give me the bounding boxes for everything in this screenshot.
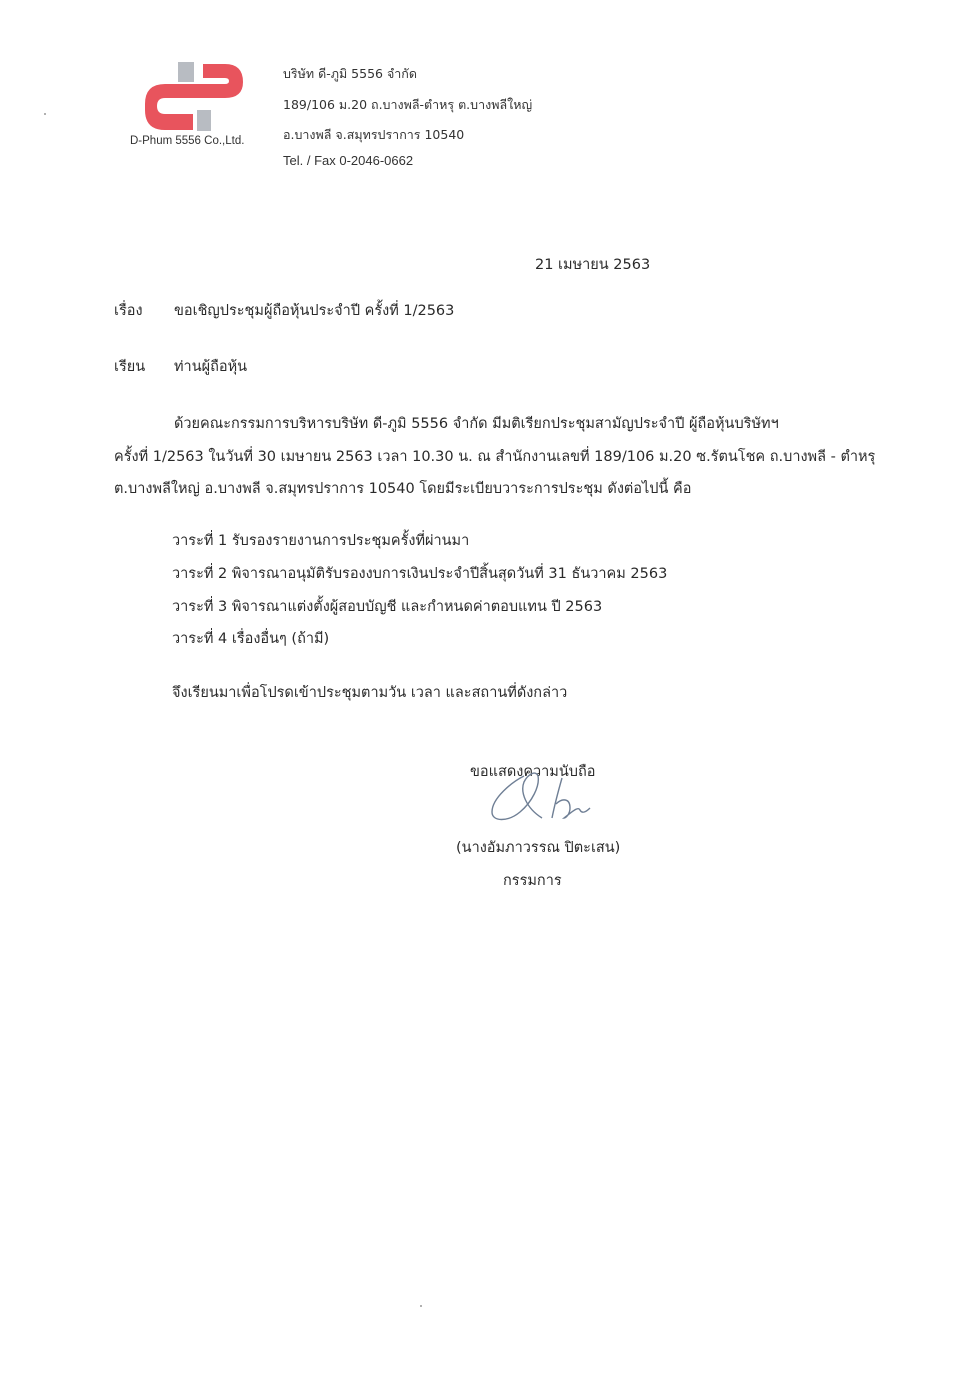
closing-sentence: จึงเรียนมาเพื่อโปรดเข้าประชุมตามวัน เวลา และสถานที่ดังกล่าว <box>172 685 568 701</box>
handwritten-signature <box>482 768 600 828</box>
scan-speck <box>44 113 46 115</box>
letter-date: 21 เมษายน 2563 <box>535 257 651 273</box>
company-name: บริษัท ดี-ภูมิ 5556 จำกัด <box>283 66 417 81</box>
logo-caption: D-Phum 5556 Co.,Ltd. <box>130 135 245 147</box>
scan-speck <box>420 1305 422 1307</box>
subject-label: เรื่อง <box>114 303 143 319</box>
salutation-label: เรียน <box>114 359 146 375</box>
salutation-text: ท่านผู้ถือหุ้น <box>174 359 248 375</box>
company-logo <box>143 60 245 135</box>
subject-text: ขอเชิญประชุมผู้ถือหุ้นประจำปี ครั้งที่ 1/2563 <box>174 303 455 319</box>
body-line: ครั้งที่ 1/2563 ในวันที่ 30 เมษายน 2563 เวลา 10.30 น. ณ สำนักงานเลขที่ 189/106 ม.20 ซ.รัตนโชค ถ.บางพลี - ตำหรุ <box>114 449 876 465</box>
signer-position: กรรมการ <box>503 873 562 889</box>
company-logo-mark <box>143 60 245 135</box>
agenda-item: วาระที่ 2 พิจารณาอนุมัติรับรองงบการเงินประจำปีสิ้นสุดวันที่ 31 ธันวาคม 2563 <box>172 566 668 582</box>
company-phone: Tel. / Fax 0-2046-0662 <box>283 153 414 168</box>
logo-gray-block-top <box>178 62 194 82</box>
agenda-item: วาระที่ 1 รับรองรายงานการประชุมครั้งที่ผ่านมา <box>172 533 470 549</box>
company-address-line2: อ.บางพลี จ.สมุทรปราการ 10540 <box>283 127 465 142</box>
body-line: ด้วยคณะกรรมการบริหารบริษัท ดี-ภูมิ 5556 จำกัด มีมติเรียกประชุมสามัญประจำปี ผู้ถือหุ้นบริษัทฯ <box>174 416 779 432</box>
body-line: ต.บางพลีใหญ่ อ.บางพลี จ.สมุทรปราการ 10540 โดยมีระเบียบวาระการประชุม ดังต่อไปนี้ คือ <box>114 481 692 497</box>
signer-name: (นางอัมภาวรรณ ปิตะเสน) <box>456 840 621 856</box>
agenda-item: วาระที่ 3 พิจารณาแต่งตั้งผู้สอบบัญชี และกำหนดค่าตอบแทน ปี 2563 <box>172 599 603 615</box>
agenda-item: วาระที่ 4 เรื่องอื่นๆ (ถ้ามี) <box>172 631 330 647</box>
logo-gray-block-bottom <box>197 110 211 131</box>
signature-strokes <box>482 768 600 828</box>
company-address-line1: 189/106 ม.20 ถ.บางพลี-ตำหรุ ต.บางพลีใหญ่ <box>283 97 533 112</box>
signature-stroke-2 <box>552 778 590 818</box>
regards-text: ขอแสดงความนับถือ <box>470 764 596 780</box>
signature-stroke-1 <box>492 773 542 819</box>
